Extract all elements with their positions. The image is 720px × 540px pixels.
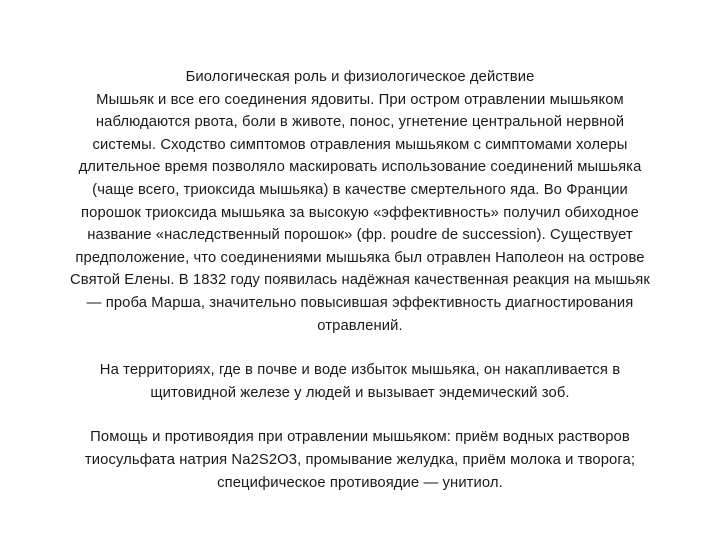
text-line: Помощь и противоядия при отравлении мышьяком: приём водных растворов (90, 429, 630, 446)
text-line: специфическое противоядие — унитиол. (217, 474, 503, 491)
text-line: наблюдаются рвота, боли в животе, понос, угнетение центральной нервной (95, 114, 625, 131)
text-line: название «наследственный порошок» (фр. poudre de succession). Существует (87, 227, 633, 244)
text-line: тиосульфата натрия Na2S2O3, промывание желудка, приём молока и творога; (84, 451, 636, 468)
text-line: предположение, что соединениями мышьяка был отравлен Наполеон на острове (75, 249, 645, 266)
slide-text-body (10, 66, 710, 494)
text-line: Святой Елены. В 1832 году появилась надёжная качественная реакция на мышьяк (70, 272, 650, 289)
text-line: Биологическая роль и физиологическое действие (185, 69, 535, 85)
paragraph-endemic-goiter (10, 359, 710, 404)
text-line: отравлений. (317, 317, 403, 334)
paragraph-spacer (10, 337, 710, 359)
text-line: Мышьяк и все его соединения ядовиты. При остром отравлении мышьяком (96, 91, 624, 108)
text-line: длительное время позволяло маскировать использование соединений мышьяка (78, 159, 642, 176)
paragraph-biological-role (10, 66, 710, 337)
text-line: На территориях, где в почве и воде избыток мышьяка, он накапливается в (99, 362, 621, 379)
text-line: порошок триоксида мышьяка за высокую «эффективность» получил обиходное (81, 204, 639, 221)
text-line: (чаще всего, триоксида мышьяка) в качестве смертельного яда. Во Франции (92, 181, 628, 198)
text-line: — проба Марша, значительно повысившая эффективность диагностирования (86, 294, 634, 311)
paragraph-antidotes (10, 426, 710, 494)
text-line: щитовидной железе у людей и вызывает эндемический зоб. (150, 384, 570, 401)
text-line: системы. Сходство симптомов отравления мышьяком с симптомами холеры (92, 136, 628, 153)
paragraph-spacer (10, 404, 710, 426)
